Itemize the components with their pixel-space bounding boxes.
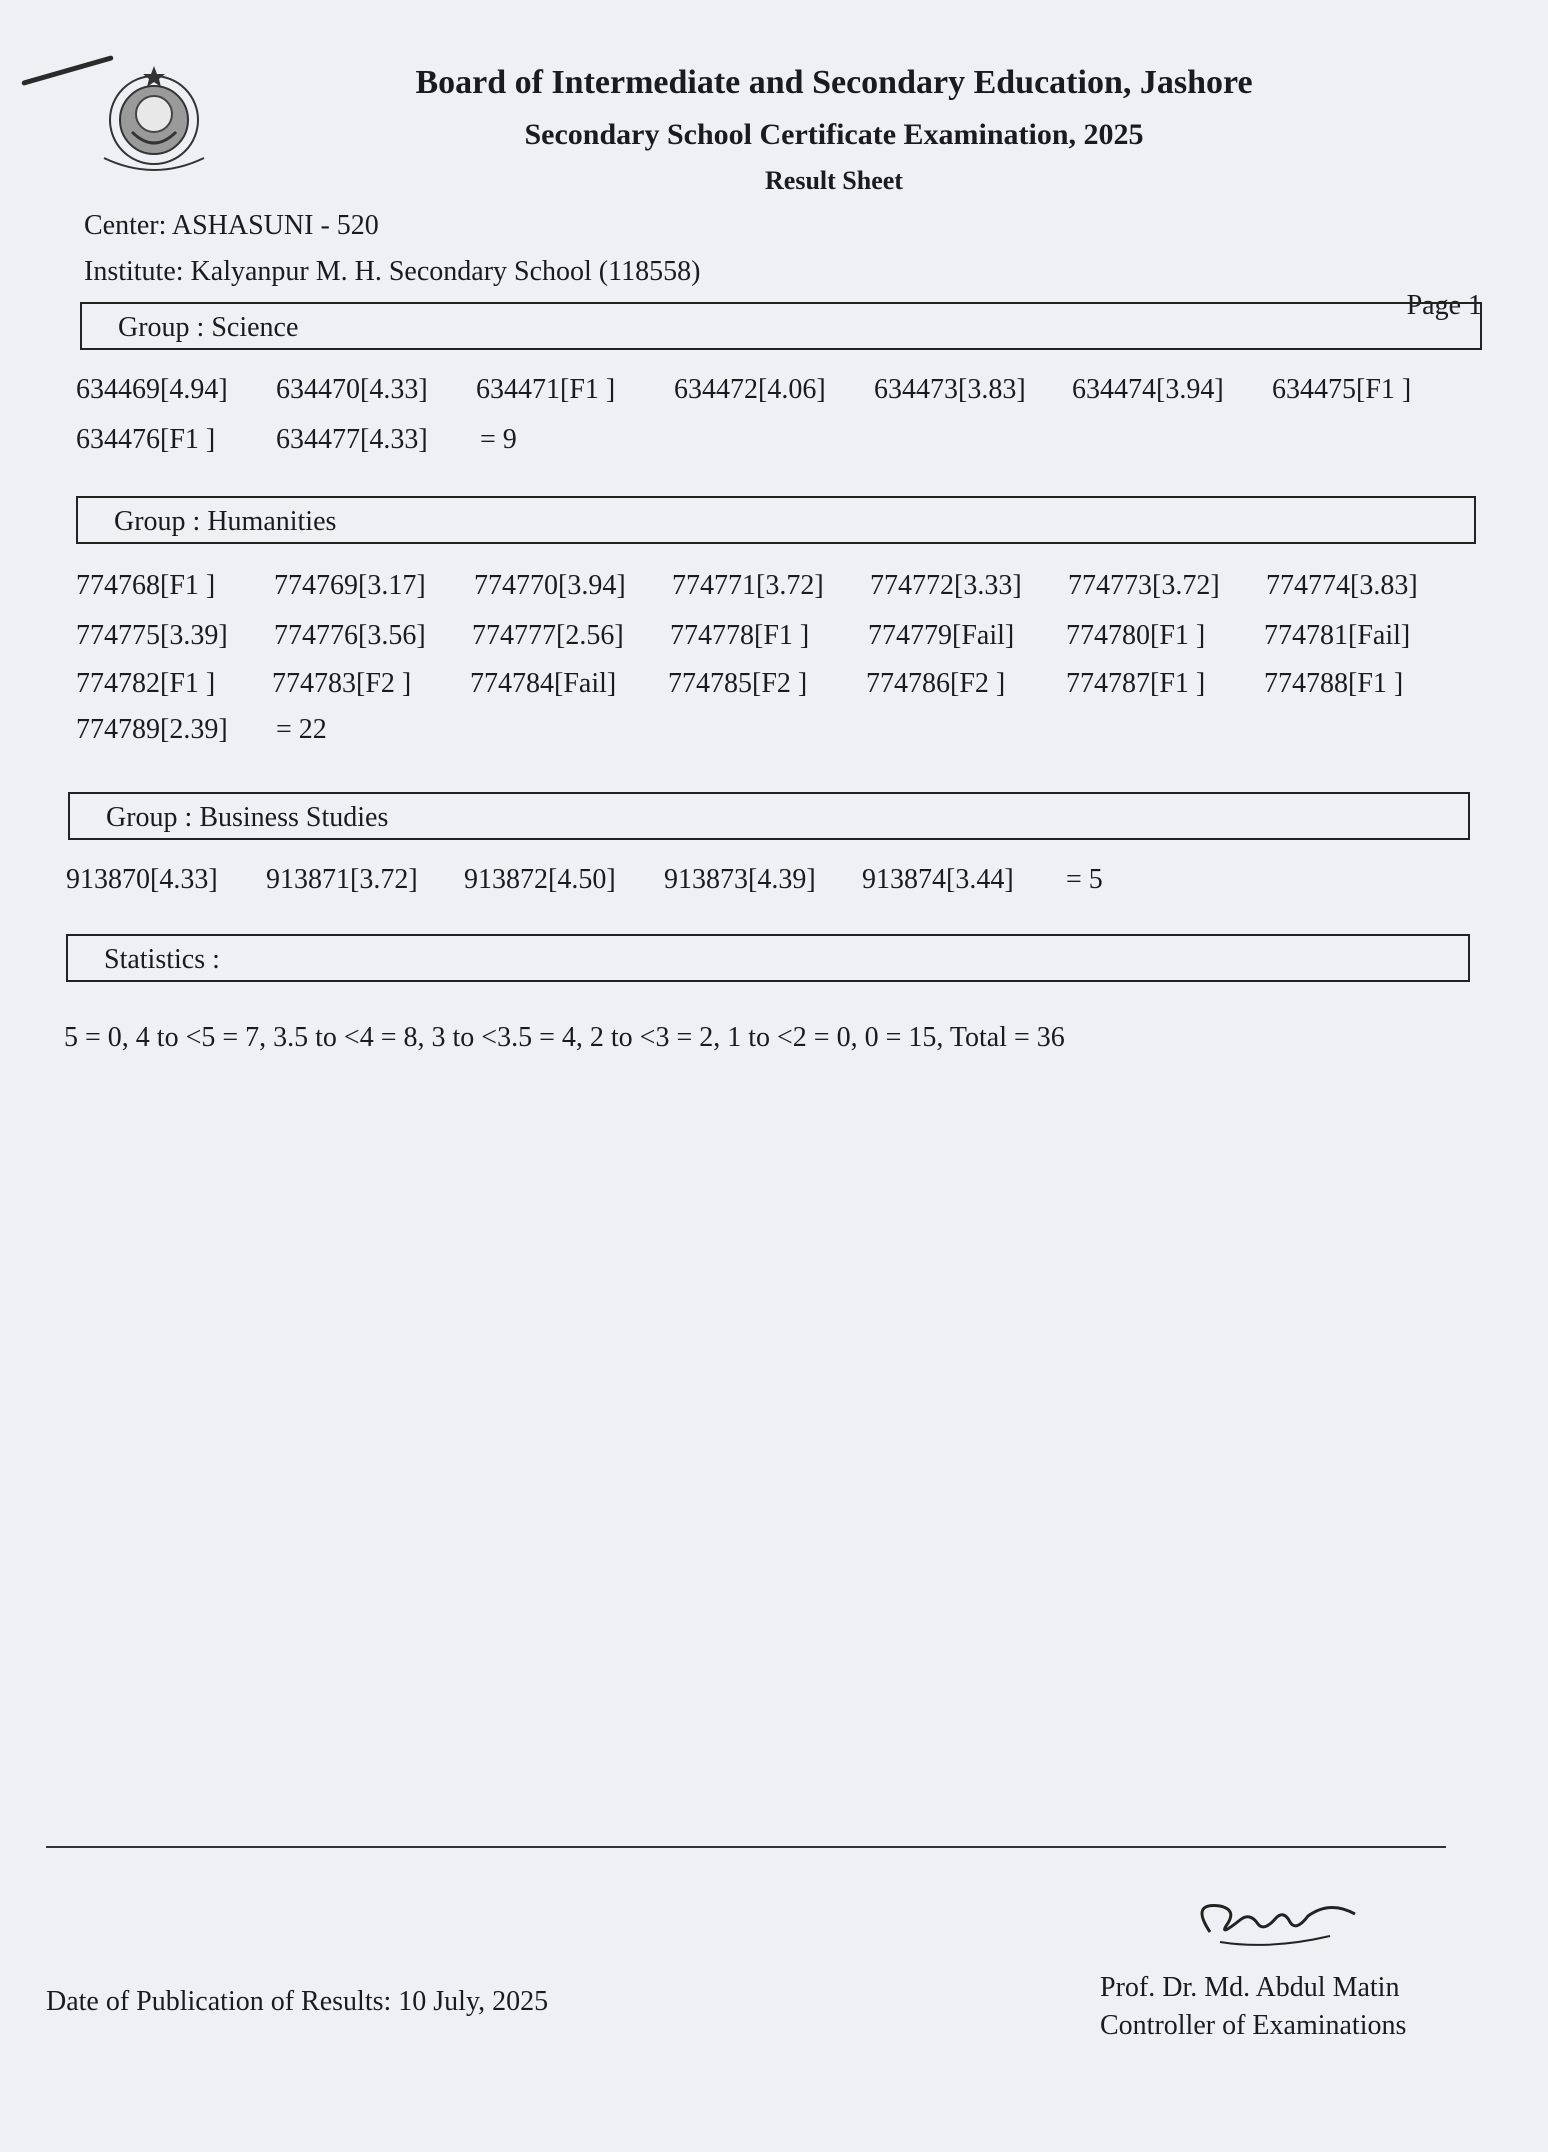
group-total: = 9 bbox=[480, 424, 517, 455]
controller-name: Prof. Dr. Md. Abdul Matin bbox=[1100, 1972, 1400, 2003]
result-entry: 634469[4.94] bbox=[76, 374, 228, 405]
result-entry: 774772[3.33] bbox=[870, 570, 1022, 601]
page-number: Page 1 bbox=[1406, 290, 1482, 321]
result-entry: 913871[3.72] bbox=[266, 864, 418, 895]
result-entry: 634473[3.83] bbox=[874, 374, 1026, 405]
exam-title: Secondary School Certificate Examination, 2025 bbox=[524, 118, 1144, 151]
result-entry: 774774[3.83] bbox=[1266, 570, 1418, 601]
result-entry: 774770[3.94] bbox=[474, 570, 626, 601]
result-entry: 774782[F1 ] bbox=[76, 668, 216, 699]
group-science-label: Group : Science bbox=[118, 312, 299, 343]
publication-date: Date of Publication of Results: 10 July, 2025 bbox=[46, 1986, 549, 2017]
result-entry: 774785[F2 ] bbox=[668, 668, 808, 699]
result-entry: 774778[F1 ] bbox=[670, 620, 810, 651]
result-entry: 774771[3.72] bbox=[672, 570, 824, 601]
statistics-summary: 5 = 0, 4 to <5 = 7, 3.5 to <4 = 8, 3 to <3.5 = 4, 2 to <3 = 2, 1 to <2 = 0, 0 = 15, Total = 36 bbox=[64, 1022, 1065, 1053]
footer-divider bbox=[46, 1846, 1446, 1848]
center-line: Center: ASHASUNI - 520 bbox=[84, 210, 379, 241]
result-entry: 913872[4.50] bbox=[464, 864, 616, 895]
group-total: = 5 bbox=[1066, 864, 1103, 895]
group-total: = 22 bbox=[276, 714, 327, 745]
result-entry: 913873[4.39] bbox=[664, 864, 816, 895]
result-entry: 774777[2.56] bbox=[472, 620, 624, 651]
result-entry: 634472[4.06] bbox=[674, 374, 826, 405]
result-entry: 634475[F1 ] bbox=[1272, 374, 1412, 405]
result-entry: 774789[2.39] bbox=[76, 714, 228, 745]
result-entry: 774773[3.72] bbox=[1068, 570, 1220, 601]
statistics-label: Statistics : bbox=[104, 944, 220, 975]
result-entry: 774769[3.17] bbox=[274, 570, 426, 601]
result-entry: 774768[F1 ] bbox=[76, 570, 216, 601]
result-entry: 774779[Fail] bbox=[868, 620, 1015, 651]
sheet-title: Result Sheet bbox=[765, 166, 903, 195]
result-entry: 774775[3.39] bbox=[76, 620, 228, 651]
statistics-header bbox=[66, 934, 1470, 982]
group-business-label: Group : Business Studies bbox=[106, 802, 389, 833]
result-entry: 774776[3.56] bbox=[274, 620, 426, 651]
signature-image bbox=[1180, 1892, 1360, 1952]
board-title: Board of Intermediate and Secondary Education, Jashore bbox=[415, 64, 1253, 101]
result-entry: 774784[Fail] bbox=[470, 668, 617, 699]
result-entry: 634471[F1 ] bbox=[476, 374, 616, 405]
controller-title: Controller of Examinations bbox=[1100, 2010, 1407, 2041]
result-entry: 774786[F2 ] bbox=[866, 668, 1006, 699]
result-entry: 774780[F1 ] bbox=[1066, 620, 1206, 651]
result-entry: 913874[3.44] bbox=[862, 864, 1014, 895]
group-science-header bbox=[80, 302, 1482, 350]
result-entry: 913870[4.33] bbox=[66, 864, 218, 895]
result-entry: 774781[Fail] bbox=[1264, 620, 1411, 651]
institute-line: Institute: Kalyanpur M. H. Secondary School (118558) bbox=[84, 256, 701, 287]
result-entry: 774787[F1 ] bbox=[1066, 668, 1206, 699]
result-entry: 774783[F2 ] bbox=[272, 668, 412, 699]
group-humanities-label: Group : Humanities bbox=[114, 506, 337, 537]
result-entry: 634474[3.94] bbox=[1072, 374, 1224, 405]
result-entry: 634470[4.33] bbox=[276, 374, 428, 405]
result-entry: 774788[F1 ] bbox=[1264, 668, 1404, 699]
result-entry: 634477[4.33] bbox=[276, 424, 428, 455]
group-humanities-header bbox=[76, 496, 1476, 544]
group-business-header bbox=[68, 792, 1470, 840]
result-entry: 634476[F1 ] bbox=[76, 424, 216, 455]
